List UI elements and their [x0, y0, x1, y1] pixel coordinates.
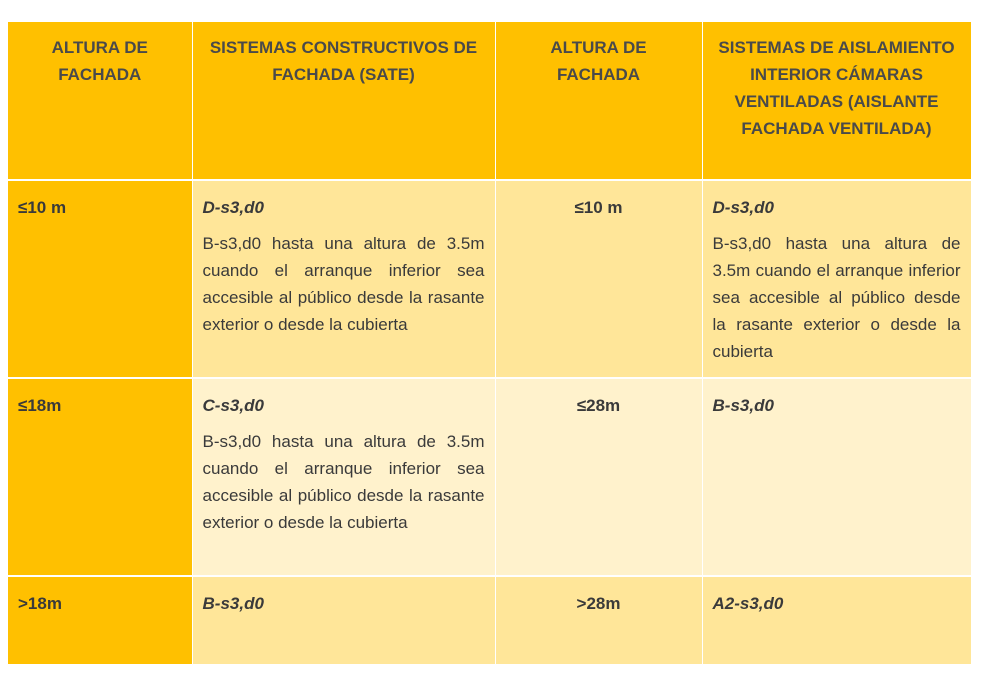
row-vent-cell	[702, 378, 971, 576]
row-height-1: ≤18m	[8, 378, 192, 576]
table-row	[8, 576, 971, 665]
row-vent-cell	[702, 180, 971, 378]
vent-class: B-s3,d0	[712, 396, 774, 415]
sate-class: B-s3,d0	[202, 594, 264, 613]
table-row	[8, 378, 971, 576]
vent-note: B-s3,d0 hasta una altura de 3.5m cuando el arranque inferior sea accesible al público desde la rasante exterior o desde la cubierta	[712, 234, 961, 361]
header-height-1: ALTURA DE FACHADA	[8, 22, 192, 180]
vent-class: D-s3,d0	[712, 198, 774, 217]
header-ventilated-systems: SISTEMAS DE AISLAMIENTO INTERIOR CÁMARAS VENTILADAS (AISLANTE FACHADA VENTILADA)	[702, 22, 971, 180]
row-height-1: ≤10 m	[8, 180, 192, 378]
header-height-2: ALTURA DE FACHADA	[495, 22, 702, 180]
table-row	[8, 180, 971, 378]
sate-class: C-s3,d0	[202, 396, 264, 415]
row-sate-cell	[192, 378, 495, 576]
row-height-2: ≤28m	[495, 378, 702, 576]
sate-note: B-s3,d0 hasta una altura de 3.5m cuando el arranque inferior sea accesible al público desde la rasante exterior o desde la cubierta	[202, 234, 485, 334]
sate-note: B-s3,d0 hasta una altura de 3.5m cuando el arranque inferior sea accesible al público desde la rasante exterior o desde la cubierta	[202, 432, 485, 532]
row-height-1: >18m	[8, 576, 192, 665]
row-sate-cell	[192, 180, 495, 378]
header-sate-systems: SISTEMAS CONSTRUCTIVOS DE FACHADA (SATE)	[192, 22, 495, 180]
row-height-2: >28m	[495, 576, 702, 665]
row-vent-cell	[702, 576, 971, 665]
sate-class: D-s3,d0	[202, 198, 264, 217]
row-sate-cell	[192, 576, 495, 665]
vent-class: A2-s3,d0	[712, 594, 784, 613]
fire-classification-table	[8, 22, 972, 666]
header-row	[8, 22, 971, 180]
row-height-2: ≤10 m	[495, 180, 702, 378]
